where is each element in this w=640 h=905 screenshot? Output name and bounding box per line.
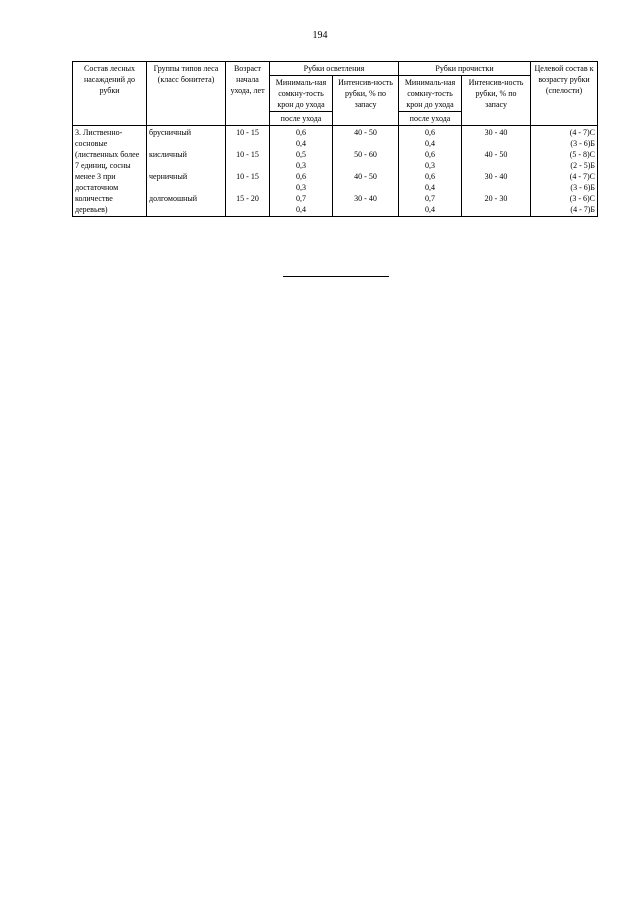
age-range: 10 - 15 (236, 128, 259, 137)
forest-type: черничный (149, 172, 188, 181)
forest-type: брусничный (149, 128, 192, 137)
cleaning-canopy-after: 0,3 (425, 161, 436, 170)
age-range: 10 - 15 (236, 172, 259, 181)
page-number: 194 (312, 30, 328, 41)
thinning-intensity: 40 - 50 (354, 128, 377, 137)
cleaning-intensity: 30 - 40 (484, 172, 508, 181)
header-forest-types: Группы типов леса (класс бонитета) (147, 62, 226, 126)
header-age: Возраст начала ухода, лет (226, 62, 270, 126)
header-composition: Состав лесных насаждений до рубки (73, 62, 147, 126)
cleaning-intensity: 20 - 30 (484, 194, 508, 203)
thinning-intensity: 50 - 60 (354, 150, 377, 159)
target-birch: (4 - 7)Б (570, 205, 596, 214)
target-birch: (3 - 6)Б (570, 139, 596, 148)
cleaning-canopy-after: 0,4 (425, 139, 436, 148)
thinning-canopy-before: 0,6 (296, 172, 306, 181)
target-pine: (3 - 6)С (569, 194, 596, 203)
composition-cell: 3. Лиственно-сосновые (лиственных более 7 единиц, сосны менее 3 при достаточном количестве деревьев) (73, 126, 147, 217)
thinning-canopy-after: 0,4 (296, 139, 306, 148)
target-pine: (4 - 7)С (569, 128, 596, 137)
header-thinning-intensity: Интенсив-ность рубки, % по запасу (333, 76, 399, 126)
cleaning-canopy-before: 0,6 (425, 172, 436, 181)
forest-type: кисличный (149, 150, 187, 159)
age-range: 10 - 15 (236, 150, 259, 159)
cleaning-canopy-after: 0,4 (425, 183, 436, 192)
target-pine: (5 - 8)С (569, 150, 596, 159)
target-birch: (2 - 5)Б (570, 161, 596, 170)
header-thinning: Рубки осветления (270, 62, 399, 76)
cleaning-intensity: 40 - 50 (484, 150, 508, 159)
thinning-canopy-after: 0,4 (296, 205, 306, 214)
cleaning-canopy-after: 0,4 (425, 205, 436, 214)
thinning-intensity: 40 - 50 (354, 172, 377, 181)
header-target: Целевой состав к возрасту рубки (спелости) (531, 62, 598, 126)
header-thinning-min-canopy: Минималь-ная сомкну-тость крон до ухода (270, 76, 333, 112)
header-cleaning-min-canopy: Минималь-ная сомкну-тость крон до ухода (399, 76, 462, 112)
thinning-canopy-before: 0,5 (296, 150, 306, 159)
header-cleaning-intensity: Интенсив-ность рубки, % по запасу (462, 76, 531, 126)
cleaning-canopy-before: 0,6 (425, 150, 436, 159)
cleaning-canopy-before: 0,6 (425, 128, 436, 137)
header-cleaning-after: после ухода (399, 112, 462, 126)
thinning-canopy-before: 0,7 (296, 194, 306, 203)
end-rule (283, 276, 389, 277)
target-pine: (4 - 7)С (569, 172, 596, 181)
thinning-canopy-before: 0,6 (296, 128, 306, 137)
target-birch: (3 - 6)Б (570, 183, 596, 192)
header-cleaning: Рубки прочистки (399, 62, 531, 76)
thinning-canopy-after: 0,3 (296, 161, 306, 170)
cleaning-canopy-before: 0,7 (425, 194, 436, 203)
forest-type: долгомошный (149, 194, 198, 203)
cleaning-intensity: 30 - 40 (484, 128, 508, 137)
thinning-canopy-after: 0,3 (296, 183, 306, 192)
forest-care-table (72, 61, 598, 217)
age-range: 15 - 20 (236, 194, 259, 203)
thinning-intensity: 30 - 40 (354, 194, 377, 203)
header-thinning-after: после ухода (270, 112, 333, 126)
